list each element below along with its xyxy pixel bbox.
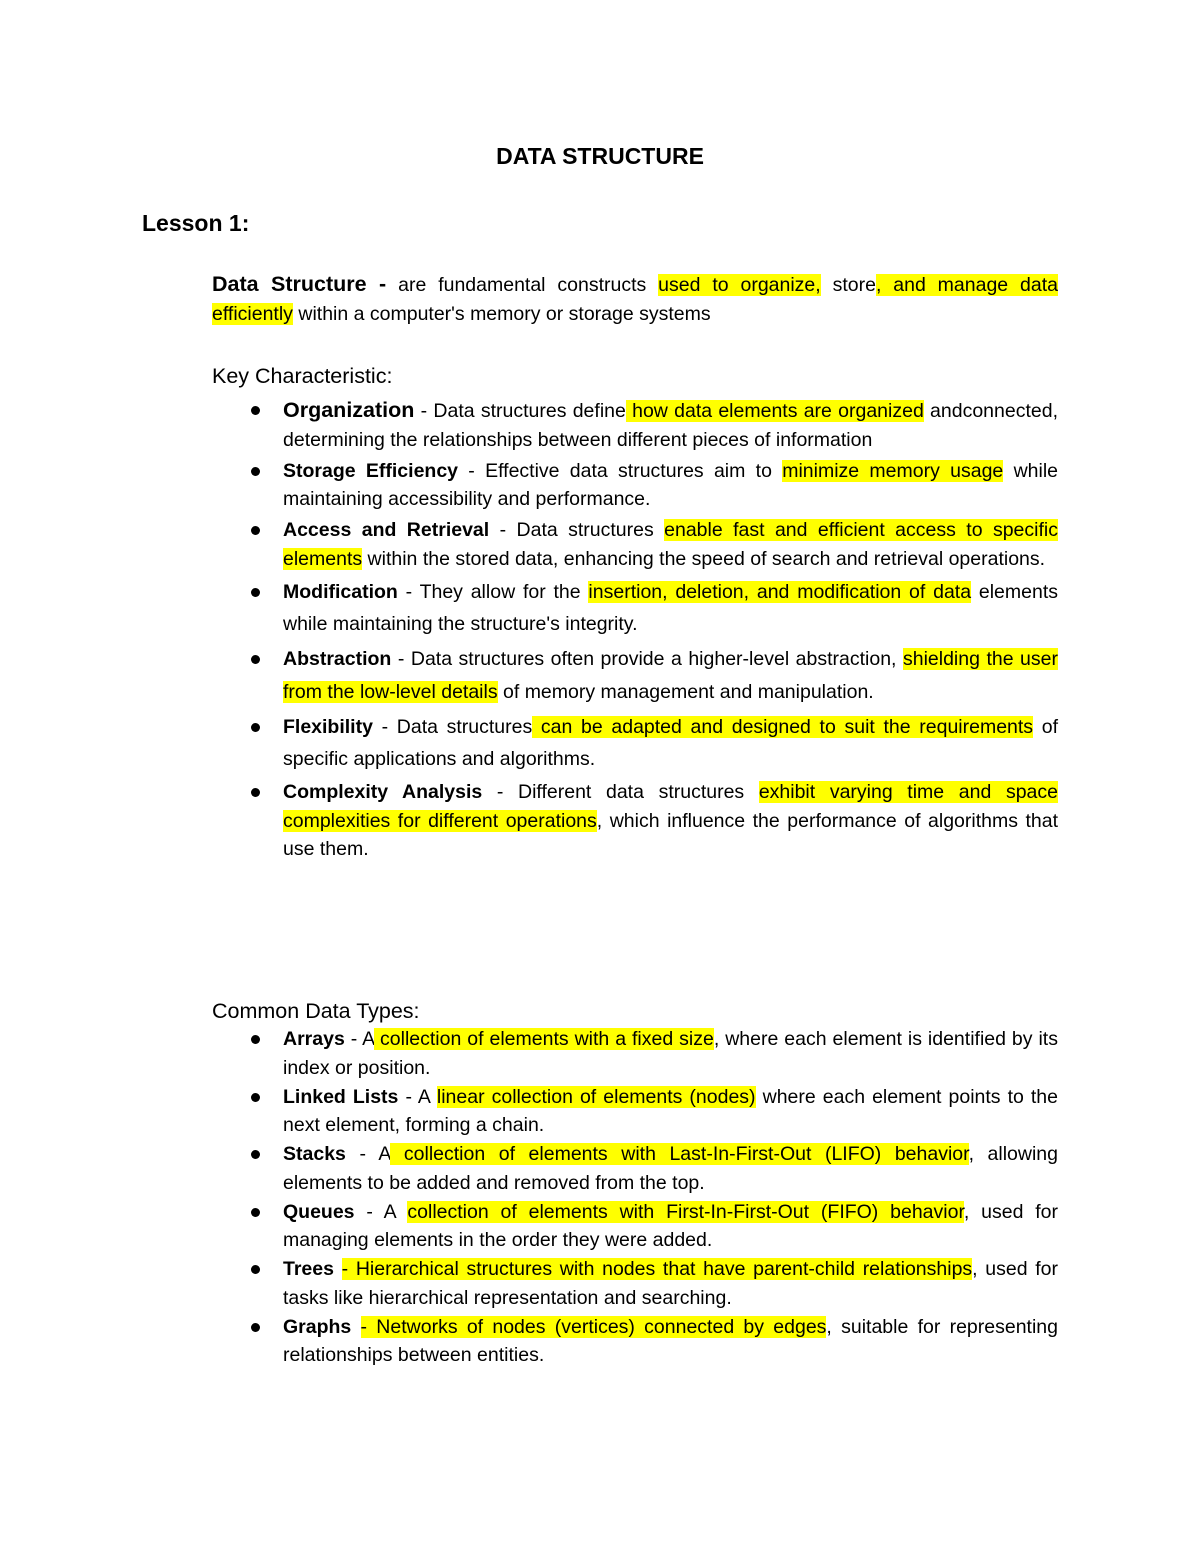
common-data-types-list: [212, 1025, 1058, 1370]
bullet-icon: [251, 788, 260, 797]
list-item: [212, 643, 1058, 708]
definition-text: store: [820, 274, 876, 296]
item-term: Queues: [283, 1200, 355, 1223]
item-text: - Data structures: [489, 519, 665, 541]
highlight: minimize memory usage: [782, 459, 1004, 482]
highlight: how data elements are organized: [625, 400, 924, 422]
item-term: Abstraction: [283, 648, 392, 670]
bullet-icon: [251, 526, 260, 535]
key-characteristic-list: [212, 396, 1058, 866]
item-text: - Effective data structures aim to: [458, 459, 783, 482]
bullet-icon: [251, 723, 260, 732]
bullet-icon: [251, 1150, 260, 1159]
list-item: [212, 1025, 1058, 1082]
list-item: [212, 396, 1058, 454]
highlight: insertion, deletion, and modification of data: [588, 580, 972, 603]
item-text: - A: [344, 1028, 375, 1050]
list-item: [212, 1313, 1058, 1370]
bullet-icon: [251, 655, 260, 664]
highlight: - Hierarchical structures with nodes that have parent-child relationships: [341, 1258, 973, 1280]
item-term: Stacks: [283, 1143, 346, 1165]
item-text: - They allow for the: [397, 580, 589, 603]
highlight: shielding the user from the low-level details: [283, 648, 1058, 703]
item-term: Complexity Analysis: [283, 781, 483, 803]
list-item: [212, 1255, 1058, 1312]
item-text: - Data structures often provide a higher-level abstraction,: [391, 648, 903, 670]
bullet-icon: [251, 406, 260, 415]
section-heading-common-data-types: Common Data Types:: [212, 999, 420, 1023]
highlight: can be adapted and designed to suit the requirements: [532, 715, 1034, 738]
list-item: [212, 1083, 1058, 1140]
item-term: Flexibility: [283, 715, 373, 738]
highlight: used to organize,: [658, 274, 821, 296]
list-item: [212, 457, 1058, 514]
list-item: [212, 576, 1058, 641]
item-term: Access and Retrieval: [283, 519, 490, 541]
item-text: - A: [398, 1085, 437, 1108]
lesson-heading: Lesson 1:: [142, 210, 250, 236]
highlight: collection of elements with Last-In-First-Out (LIFO) behavior: [390, 1143, 969, 1165]
bullet-icon: [251, 1035, 260, 1044]
item-text: of specific applications and algorithms.: [283, 715, 1058, 770]
list-item: [212, 516, 1058, 573]
item-text: , where each element is identified by its index or position.: [283, 1028, 1058, 1079]
item-text: , suitable for representing relationships between entities.: [283, 1315, 1058, 1366]
item-text: andconnected, determining the relationships between different pieces of information: [283, 400, 1058, 451]
bullet-icon: [251, 1208, 260, 1217]
item-text: - Data structures define: [414, 400, 626, 422]
definition-text: are fundamental constructs: [386, 274, 659, 296]
item-text: - Different data structures: [482, 781, 759, 803]
list-item: [212, 778, 1058, 864]
item-text: - A: [354, 1200, 408, 1223]
bullet-icon: [251, 1265, 260, 1274]
highlight: linear collection of elements (nodes): [436, 1085, 756, 1108]
item-term: Modification: [283, 580, 398, 603]
document-title: DATA STRUCTURE: [496, 143, 704, 169]
item-text: - Data structures: [372, 715, 533, 738]
list-item: [212, 1198, 1058, 1255]
item-text: of memory management and manipulation.: [497, 680, 874, 703]
highlight: , and manage data efficiently: [212, 274, 1058, 325]
highlight: collection of elements with a fixed size: [374, 1028, 714, 1050]
list-item: [212, 711, 1058, 776]
bullet-icon: [251, 1093, 260, 1102]
definition-paragraph: [212, 270, 1058, 329]
item-text: where each element points to the next element, forming a chain.: [283, 1085, 1058, 1136]
highlight: - Networks of nodes (vertices) connected by edges: [360, 1315, 827, 1338]
bullet-icon: [251, 467, 260, 476]
item-text: - A: [345, 1143, 391, 1165]
item-term: Linked Lists: [283, 1085, 399, 1108]
item-term: Trees: [283, 1258, 334, 1280]
highlight: exhibit varying time and space complexities for different operations: [283, 781, 1058, 832]
item-text: while maintaining accessibility and performance.: [283, 459, 1059, 510]
item-text: , used for managing elements in the order they were added.: [283, 1200, 1059, 1251]
item-text: , which influence the performance of algorithms that use them.: [283, 809, 1058, 860]
item-term: Graphs: [283, 1315, 352, 1338]
highlight: collection of elements with First-In-First-Out (FIFO) behavior: [407, 1200, 964, 1223]
item-text: [334, 1258, 342, 1280]
item-text: , allowing elements to be added and removed from the top.: [283, 1143, 1058, 1194]
item-term: Arrays: [283, 1028, 345, 1050]
item-term: Storage Efficiency: [283, 459, 459, 482]
item-text: within the stored data, enhancing the speed of search and retrieval operations.: [362, 547, 1046, 570]
definition-term: Data Structure -: [212, 272, 387, 296]
item-term: Organization: [283, 398, 415, 422]
item-text: , used for tasks like hierarchical representation and searching.: [283, 1258, 1059, 1309]
item-text: [351, 1316, 360, 1338]
bullet-icon: [251, 1323, 260, 1332]
item-text: elements while maintaining the structure's integrity.: [283, 580, 1058, 635]
list-item: [212, 1140, 1058, 1197]
definition-text: within a computer's memory or storage systems: [292, 303, 711, 325]
bullet-icon: [251, 588, 260, 597]
highlight: enable fast and efficient access to specific elements: [283, 519, 1058, 570]
section-heading-key-characteristic: Key Characteristic:: [212, 364, 393, 388]
